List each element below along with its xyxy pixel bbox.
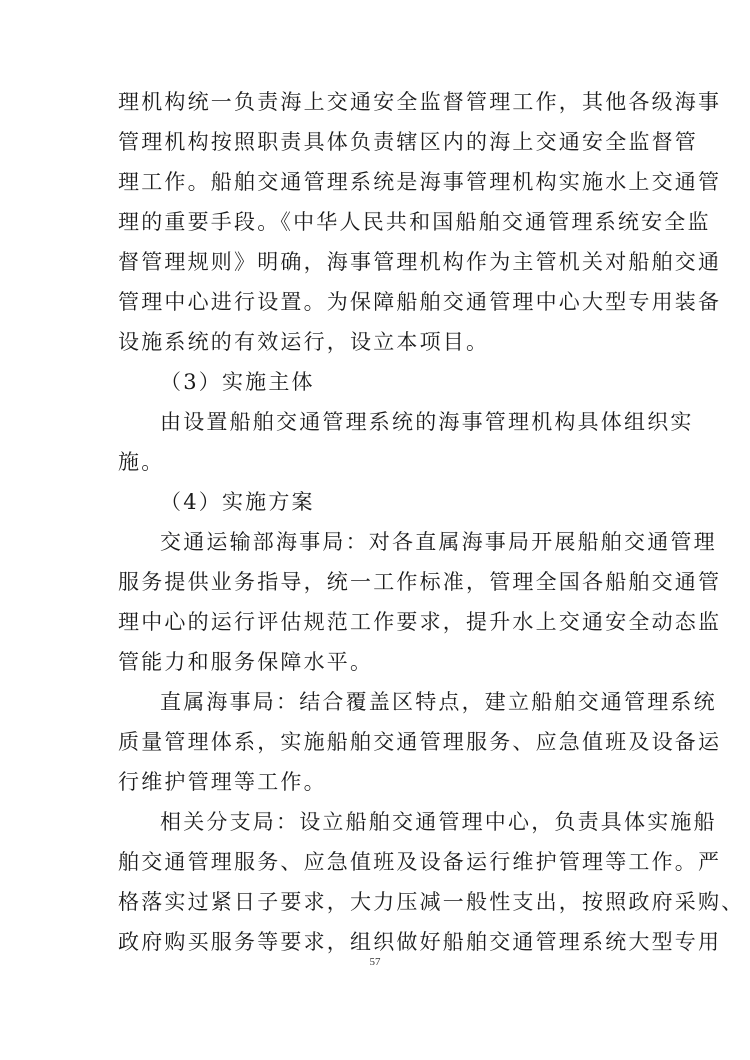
body-line: 舶交通管理服务、应急值班及设备运行维护管理等工作。严 bbox=[118, 850, 722, 874]
paragraph-first-line: 由设置船舶交通管理系统的海事管理机构具体组织实 bbox=[160, 410, 694, 434]
section-heading: （4）实施方案 bbox=[160, 490, 315, 514]
body-line: 设施系统的有效运行，设立本项目。 bbox=[118, 330, 490, 354]
body-line: 管理机构按照职责具体负责辖区内的海上交通安全监督管 bbox=[118, 130, 698, 154]
body-line: 行维护管理等工作。 bbox=[118, 770, 327, 794]
body-line: 理的重要手段。《中华人民共和国船舶交通管理系统安全监 bbox=[118, 210, 711, 234]
body-line: 政府购买服务等要求，组织做好船舶交通管理系统大型专用 bbox=[118, 930, 722, 954]
body-line: 理工作。船舶交通管理系统是海事管理机构实施水上交通管 bbox=[118, 170, 722, 194]
body-line: 质量管理体系，实施船舶交通管理服务、应急值班及设备运 bbox=[118, 730, 722, 754]
paragraph-first-line: 直属海事局：结合覆盖区特点，建立船舶交通管理系统 bbox=[160, 690, 717, 714]
body-line: 督管理规则》明确，海事管理机构作为主管机关对船舶交通 bbox=[118, 250, 722, 274]
paragraph-first-line: 交通运输部海事局：对各直属海事局开展船舶交通管理 bbox=[160, 530, 717, 554]
body-line: 理机构统一负责海上交通安全监督管理工作，其他各级海事 bbox=[118, 90, 722, 114]
body-line: 管能力和服务保障水平。 bbox=[118, 650, 374, 674]
body-line: 施。 bbox=[118, 450, 165, 474]
body-line: 格落实过紧日子要求，大力压减一般性支出，按照政府采购、 bbox=[118, 890, 745, 914]
body-line: 服务提供业务指导，统一工作标准，管理全国各船舶交通管 bbox=[118, 570, 722, 594]
body-line: 理中心的运行评估规范工作要求，提升水上交通安全动态监 bbox=[118, 610, 722, 634]
paragraph-first-line: 相关分支局：设立船舶交通管理中心，负责具体实施船 bbox=[160, 810, 717, 834]
section-heading: （3）实施主体 bbox=[160, 370, 315, 394]
page-number: 57 bbox=[369, 956, 381, 968]
body-line: 管理中心进行设置。为保障船舶交通管理中心大型专用装备 bbox=[118, 290, 722, 314]
